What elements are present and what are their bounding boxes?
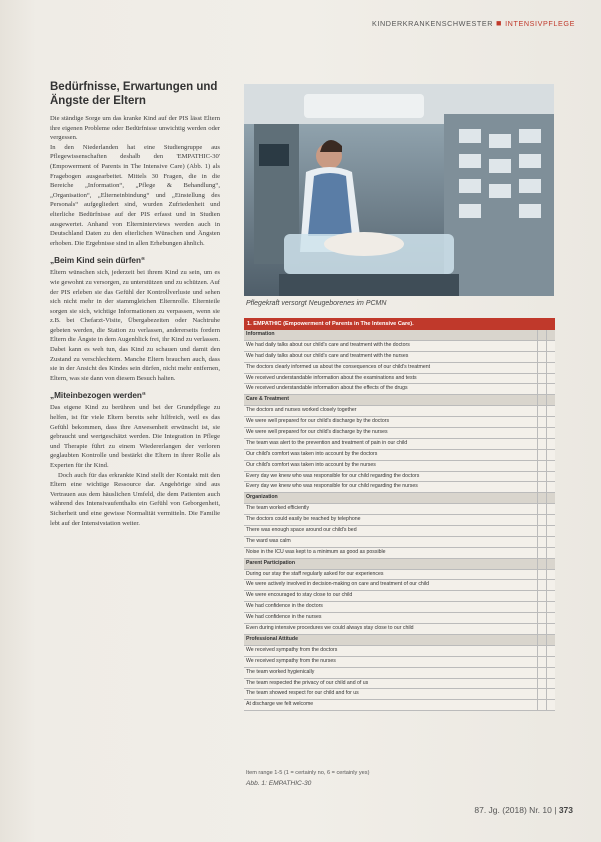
table-title: 1. EMPATHIC (Empowerment of Parents in The Intensive Care). — [244, 318, 555, 330]
table-category-row — [244, 395, 555, 406]
table-category-row — [244, 635, 555, 646]
item-label: The doctors could easily be reached by telephone — [246, 516, 361, 523]
article-title: Bedürfnisse, Erwartungen und Ängste der Eltern — [50, 81, 218, 107]
item-label: The doctors and nurses worked closely together — [246, 407, 357, 414]
table-cell — [537, 689, 546, 699]
table-cell — [546, 591, 555, 601]
table-cell — [546, 482, 555, 492]
table-cell — [537, 439, 546, 449]
table-cell — [546, 559, 555, 569]
table-cell — [537, 504, 546, 514]
table-row — [244, 406, 555, 417]
table-cell — [546, 330, 555, 340]
table-row — [244, 657, 555, 668]
table-row — [244, 428, 555, 439]
table-cell — [546, 504, 555, 514]
table-row — [244, 602, 555, 613]
page-number: 373 — [558, 805, 573, 815]
table-row — [244, 341, 555, 352]
table-row — [244, 689, 555, 700]
table-row — [244, 548, 555, 559]
item-label: During our stay the staff regularly asked for our experiences — [246, 570, 384, 577]
table-cell — [546, 570, 555, 580]
table-cell — [537, 591, 546, 601]
article-column — [50, 80, 220, 528]
header-journal: KINDERKRANKENSCHWESTER — [372, 18, 494, 28]
table-cell — [546, 461, 555, 471]
table-row — [244, 384, 555, 395]
category-label: Parent Participation — [246, 559, 296, 566]
item-label: The team showed respect for our child and for us — [246, 690, 359, 697]
item-label: We were actively involved in decision-making on care and treatment of our child — [246, 581, 429, 588]
table-cell — [546, 526, 555, 536]
table-cell — [537, 374, 546, 384]
header-separator-icon: ■ — [496, 18, 503, 28]
item-label: Every day we knew who was responsible for our child regarding the doctors — [246, 472, 420, 479]
category-label: Organization — [246, 494, 278, 501]
table-cell — [537, 461, 546, 471]
table-cell — [537, 515, 546, 525]
table-cell — [537, 472, 546, 482]
header-section: INTENSIVPFLEGE — [505, 18, 575, 28]
table-cell — [546, 395, 555, 405]
table-cell — [537, 428, 546, 438]
table-cell — [546, 613, 555, 623]
table-row — [244, 591, 555, 602]
item-label: We received sympathy from the nurses — [246, 657, 336, 664]
table-cell — [537, 482, 546, 492]
table-cell — [537, 602, 546, 612]
table-row — [244, 417, 555, 428]
table-cell — [537, 330, 546, 340]
table-note: Item range 1-5 (1 = certainly no, 6 = certainly yes) — [246, 770, 370, 776]
paragraph-miteinbezogen: Das eigene Kind zu berühren und bei der Grundpflege zu helfen, ist für viele Eltern bereits sehr hilfreich, weil es das Gefühl bekommen, dass ihre Anwesenheit erwünscht ist, sie gebraucht und wertgeschätzt werden. Die Integration in Pflege und Therapie führt zu einem Wiedererlangen der verloren geglaubten Kontrolle und bestärkt die Eltern in ihrer Rolle als Experten für ihr Kind. — [50, 404, 220, 469]
item-label: We were well prepared for our child's discharge by the doctors — [246, 418, 390, 425]
item-label: Our child's comfort was taken into account by the nurses — [246, 461, 376, 468]
table-row — [244, 624, 555, 635]
figure-label: Abb. 1: EMPATHIC-30 — [246, 780, 312, 787]
table-row — [244, 363, 555, 374]
table-row — [244, 570, 555, 581]
table-cell — [537, 559, 546, 569]
item-label: We had daily talks about our child's care and treatment with the nurses — [246, 352, 409, 359]
table-cell — [546, 537, 555, 547]
table-cell — [537, 580, 546, 590]
table-cell — [546, 406, 555, 416]
table-row — [244, 504, 555, 515]
table-cell — [546, 657, 555, 667]
paragraph-study: In den Niederlanden hat eine Studiengruppe aus Pflegewissenschaften deshalb den 'EMPATHIC-30' (Empowerment of Parents in The Intensive Care) (Abb. 1) als Fragebogen ausgearbeitet. Mittels 30 Fragen, die in die Bereiche „Information“, „Pflege & Behandlung“, „Organisation“, „Elterneinbindung“ und „Einstellung des Personals“ aufgegliedert sind, wurden Zufriedenheit und elterliche Bedürfnisse auf der PIS erfasst und in Studien ausgewertet. Anhand von Elterninterviews werden auch in Deutschland Daten zu den elterlichen Wünschen und Ängsten erhoben. Die Ergebnisse sind in allen Erhebungen ähnlich. — [50, 143, 220, 247]
table-cell — [537, 450, 546, 460]
table-cell — [537, 417, 546, 427]
table-cell — [546, 472, 555, 482]
item-label: We were encouraged to stay close to our child — [246, 592, 353, 599]
table-cell — [537, 548, 546, 558]
table-cell — [546, 689, 555, 699]
table-cell — [537, 646, 546, 656]
table-cell — [546, 602, 555, 612]
table-cell — [537, 526, 546, 536]
category-label: Professional Attitude — [246, 635, 298, 642]
table-cell — [546, 352, 555, 362]
table-cell — [537, 537, 546, 547]
table-row — [244, 439, 555, 450]
table-row — [244, 482, 555, 493]
photo-illustration — [244, 84, 554, 296]
photo-nicu — [244, 84, 554, 296]
table-row — [244, 352, 555, 363]
table-row — [244, 580, 555, 591]
table-row — [244, 613, 555, 624]
table-row — [244, 461, 555, 472]
table-cell — [537, 635, 546, 645]
item-label: We received sympathy from the doctors — [246, 646, 338, 653]
table-cell — [537, 384, 546, 394]
table-cell — [537, 624, 546, 634]
table-row — [244, 679, 555, 690]
table-cell — [537, 657, 546, 667]
table-cell — [537, 352, 546, 362]
table-cell — [537, 406, 546, 416]
table-cell — [537, 395, 546, 405]
table-cell — [537, 668, 546, 678]
empathic-table — [244, 318, 555, 711]
table-cell — [537, 341, 546, 351]
item-label: We were well prepared for our child's discharge by the nurses — [246, 429, 388, 436]
table-cell — [546, 548, 555, 558]
item-label: We received understandable information about the effects of the drugs — [246, 385, 408, 392]
subheading-beim-kind: „Beim Kind sein dürfen“ — [50, 256, 146, 266]
item-label: Every day we knew who was responsible for our child regarding the nurses — [246, 483, 418, 490]
table-row — [244, 700, 555, 711]
table-cell — [537, 613, 546, 623]
item-label: Even during intensive procedures we could always stay close to our child — [246, 625, 414, 632]
running-header — [372, 18, 575, 28]
table-cell — [546, 374, 555, 384]
table-cell — [546, 363, 555, 373]
table-category-row — [244, 493, 555, 504]
table-row — [244, 526, 555, 537]
table-cell — [546, 635, 555, 645]
table-cell — [546, 580, 555, 590]
paragraph-ressource: Doch auch für das erkrankte Kind stellt der Kontakt mit den Eltern eine wichtige Ressource dar. Angehörige sind aus Vertrauen aus dem häuslichen Umfeld, die dem Patienten auch während des Intensivaufenthalts ein Gefühl von Geborgenheit, Sicherheit und eine gewisse Normalität vermitteln. Die Familie lebt auf der Intensivstation weiter. — [50, 471, 220, 527]
item-label: At discharge we felt welcome — [246, 701, 314, 708]
category-label: Information — [246, 331, 275, 337]
item-label: The team worked hygienically — [246, 668, 315, 675]
item-label: We had confidence in the doctors — [246, 603, 323, 610]
issue-info: 87. Jg. (2018) Nr. 10 | — [474, 805, 557, 815]
table-cell — [546, 450, 555, 460]
table-cell — [546, 417, 555, 427]
table-cell — [537, 570, 546, 580]
item-label: There was enough space around our child's bed — [246, 527, 357, 534]
table-cell — [546, 439, 555, 449]
photo-caption: Pflegekraft versorgt Neugeborenes im PCMN — [246, 300, 387, 307]
table-row — [244, 374, 555, 385]
paragraph-intro: Die ständige Sorge um das kranke Kind auf der PIS lässt Eltern ihre eigenen Probleme oder Bedürfnisse unwichtig werden oder vergessen. — [50, 115, 220, 142]
item-label: The team worked efficiently — [246, 505, 310, 512]
table-cell — [537, 679, 546, 689]
table-row — [244, 515, 555, 526]
table-cell — [537, 493, 546, 503]
table-cell — [546, 700, 555, 710]
paragraph-beim-kind: Eltern wünschen sich, jederzeit bei ihrem Kind zu sein, um es wie gewohnt zu versorgen, zu unterstützen und zu schützen. Auf der PIS erleben sie das Gefühl der Kontrollverluste und sehen sich nicht mehr in der stammgleichen Elternrolle. Elternteile sorgen sie sich, wichtige Informationen zu verpassen, wenn sie z.B. bei Chefarzt-Visite, Übergabezeiten oder Nachtruhe gebeten werden, die Station zu verlassen, andererseits fordern Eltern die Ängste in dem Augenblick frei, ihr Kind zu verlassen. Dabei kann es weh tun, das Kind zu schauen und damit den Zustand zu verschlechtern. Manche Eltern brauchen auch, dass sie in der Ansicht des Kindes sein dürfen, nicht mehr entfernen, Eltern, was sie dann von diesem Besuch halten. — [50, 269, 220, 382]
table-category-row — [244, 330, 555, 341]
subheading-miteinbezogen: „Miteinbezogen werden“ — [50, 391, 146, 401]
table-cell — [546, 428, 555, 438]
table-row — [244, 537, 555, 548]
table-cell — [546, 624, 555, 634]
table-cell — [546, 493, 555, 503]
item-label: The team was alert to the prevention and treatment of pain in our child — [246, 439, 408, 446]
table-cell — [546, 384, 555, 394]
table-cell — [546, 679, 555, 689]
table-cell — [546, 515, 555, 525]
table-cell — [546, 341, 555, 351]
table-row — [244, 668, 555, 679]
item-label: Noise in the ICU was kept to a minimum as good as possible — [246, 548, 386, 555]
table-body — [244, 330, 555, 711]
table-category-row — [244, 559, 555, 570]
item-label: The team respected the privacy of our child and of us — [246, 679, 369, 686]
item-label: The doctors clearly informed us about the consequences of our child's treatment — [246, 363, 431, 370]
table-row — [244, 472, 555, 483]
item-label: The ward was calm — [246, 537, 291, 544]
table-cell — [537, 700, 546, 710]
item-label: Our child's comfort was taken into account by the doctors — [246, 450, 378, 457]
table-row — [244, 450, 555, 461]
table-cell — [537, 363, 546, 373]
item-label: We had daily talks about our child's care and treatment with the doctors — [246, 341, 410, 348]
table-cell — [546, 646, 555, 656]
item-label: We had confidence in the nurses — [246, 614, 322, 621]
page-footer — [474, 805, 573, 815]
table-cell — [546, 668, 555, 678]
category-label: Care & Treatment — [246, 396, 289, 403]
item-label: We received understandable information about the examinations and tests — [246, 374, 417, 381]
table-row — [244, 646, 555, 657]
